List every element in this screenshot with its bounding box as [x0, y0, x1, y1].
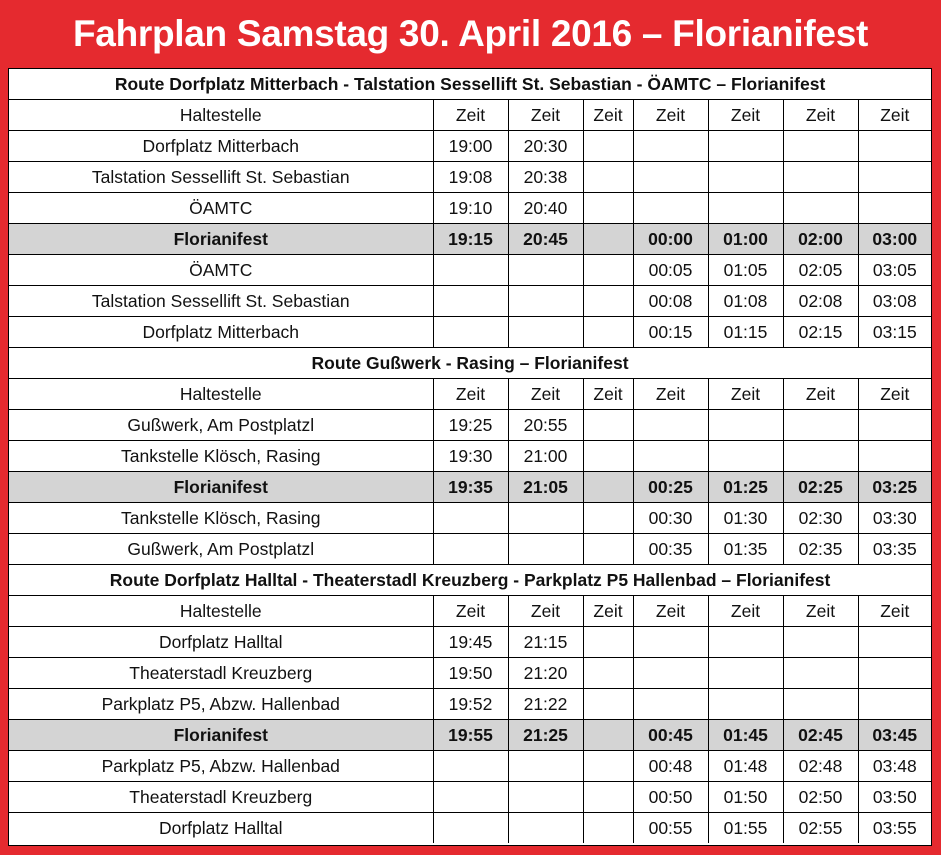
time-cell: 01:30 — [708, 503, 783, 534]
time-cell: 01:35 — [708, 534, 783, 565]
column-header-time: Zeit — [633, 379, 708, 410]
route-header-row — [9, 565, 931, 596]
column-header-time: Zeit — [433, 100, 508, 131]
time-cell: 00:30 — [633, 503, 708, 534]
table-row — [9, 193, 931, 224]
time-cell: 21:25 — [508, 720, 583, 751]
time-cell — [433, 751, 508, 782]
stop-name: Gußwerk, Am Postplatzl — [9, 410, 433, 441]
time-cell: 19:50 — [433, 658, 508, 689]
time-cell: 02:30 — [783, 503, 858, 534]
time-cell: 02:05 — [783, 255, 858, 286]
time-cell: 20:55 — [508, 410, 583, 441]
stop-name: Theaterstadl Kreuzberg — [9, 658, 433, 689]
table-row — [9, 131, 931, 162]
time-cell: 02:48 — [783, 751, 858, 782]
timetable-frame — [8, 68, 932, 846]
table-row — [9, 317, 931, 348]
time-cell: 20:30 — [508, 131, 583, 162]
time-cell — [508, 751, 583, 782]
time-cell — [508, 782, 583, 813]
time-cell — [433, 317, 508, 348]
time-cell: 02:35 — [783, 534, 858, 565]
table-row — [9, 255, 931, 286]
time-cell — [708, 627, 783, 658]
table-row-highlight — [9, 472, 931, 503]
route-title: Route Dorfplatz Mitterbach - Talstation Sessellift St. Sebastian - ÖAMTC – Florianifest — [9, 69, 931, 100]
column-header-time: Zeit — [508, 100, 583, 131]
time-cell — [583, 131, 633, 162]
time-cell — [633, 441, 708, 472]
time-cell — [783, 627, 858, 658]
time-cell — [708, 410, 783, 441]
time-cell — [583, 503, 633, 534]
time-cell — [633, 658, 708, 689]
stop-name: Parkplatz P5, Abzw. Hallenbad — [9, 751, 433, 782]
time-cell — [583, 317, 633, 348]
column-header-time: Zeit — [708, 379, 783, 410]
time-cell: 19:08 — [433, 162, 508, 193]
time-cell — [583, 162, 633, 193]
time-cell: 01:50 — [708, 782, 783, 813]
time-cell: 00:45 — [633, 720, 708, 751]
time-cell: 03:15 — [858, 317, 931, 348]
time-cell — [508, 534, 583, 565]
time-cell — [858, 410, 931, 441]
column-header-stop: Haltestelle — [9, 379, 433, 410]
time-cell — [583, 751, 633, 782]
table-row — [9, 689, 931, 720]
time-cell — [783, 658, 858, 689]
stop-name: Parkplatz P5, Abzw. Hallenbad — [9, 689, 433, 720]
time-cell — [583, 441, 633, 472]
time-cell: 19:52 — [433, 689, 508, 720]
time-cell — [508, 317, 583, 348]
time-cell: 00:35 — [633, 534, 708, 565]
time-cell — [708, 441, 783, 472]
time-cell: 01:05 — [708, 255, 783, 286]
time-cell — [708, 658, 783, 689]
time-cell — [583, 782, 633, 813]
table-row — [9, 286, 931, 317]
column-header-time: Zeit — [783, 596, 858, 627]
time-cell: 00:00 — [633, 224, 708, 255]
table-row — [9, 441, 931, 472]
column-header-time: Zeit — [708, 100, 783, 131]
time-cell — [633, 162, 708, 193]
column-header-stop: Haltestelle — [9, 596, 433, 627]
stop-name: Dorfplatz Halltal — [9, 813, 433, 844]
time-cell — [708, 193, 783, 224]
time-cell — [858, 162, 931, 193]
stop-name: Theaterstadl Kreuzberg — [9, 782, 433, 813]
time-cell — [783, 410, 858, 441]
time-cell — [583, 689, 633, 720]
time-cell: 01:48 — [708, 751, 783, 782]
time-cell — [433, 813, 508, 844]
table-row — [9, 534, 931, 565]
table-row — [9, 813, 931, 844]
time-cell: 19:15 — [433, 224, 508, 255]
time-cell — [508, 286, 583, 317]
time-cell — [858, 658, 931, 689]
table-row — [9, 503, 931, 534]
time-cell — [633, 627, 708, 658]
time-cell: 19:30 — [433, 441, 508, 472]
time-cell — [633, 131, 708, 162]
column-header-time: Zeit — [858, 100, 931, 131]
time-cell: 00:48 — [633, 751, 708, 782]
timetable — [9, 69, 931, 843]
time-cell — [433, 255, 508, 286]
time-cell — [633, 689, 708, 720]
column-header-stop: Haltestelle — [9, 100, 433, 131]
stop-name: Tankstelle Klösch, Rasing — [9, 441, 433, 472]
timetable-body — [9, 69, 931, 843]
column-header-time: Zeit — [783, 100, 858, 131]
column-header-time: Zeit — [583, 596, 633, 627]
stop-name: Florianifest — [9, 472, 433, 503]
time-cell: 03:55 — [858, 813, 931, 844]
table-row — [9, 410, 931, 441]
time-cell: 00:55 — [633, 813, 708, 844]
time-cell — [583, 534, 633, 565]
stop-name: Florianifest — [9, 720, 433, 751]
time-cell: 03:50 — [858, 782, 931, 813]
time-cell: 00:15 — [633, 317, 708, 348]
time-cell — [783, 131, 858, 162]
time-cell — [433, 286, 508, 317]
time-cell — [583, 627, 633, 658]
column-header-time: Zeit — [858, 379, 931, 410]
time-cell — [583, 255, 633, 286]
table-row-highlight — [9, 224, 931, 255]
column-header-time: Zeit — [783, 379, 858, 410]
time-cell — [583, 410, 633, 441]
time-cell: 21:05 — [508, 472, 583, 503]
time-cell — [583, 193, 633, 224]
time-cell: 02:55 — [783, 813, 858, 844]
table-row — [9, 658, 931, 689]
time-cell — [433, 534, 508, 565]
time-cell — [583, 720, 633, 751]
time-cell: 03:48 — [858, 751, 931, 782]
time-cell — [433, 503, 508, 534]
route-header-row — [9, 69, 931, 100]
table-row — [9, 751, 931, 782]
time-cell: 02:50 — [783, 782, 858, 813]
time-cell: 02:45 — [783, 720, 858, 751]
stop-name: Talstation Sessellift St. Sebastian — [9, 286, 433, 317]
column-header-time: Zeit — [433, 379, 508, 410]
time-cell: 21:20 — [508, 658, 583, 689]
stop-name: Dorfplatz Mitterbach — [9, 131, 433, 162]
time-cell — [633, 410, 708, 441]
time-cell: 03:08 — [858, 286, 931, 317]
stop-name: Gußwerk, Am Postplatzl — [9, 534, 433, 565]
time-cell — [858, 627, 931, 658]
time-cell: 01:55 — [708, 813, 783, 844]
column-header-time: Zeit — [508, 596, 583, 627]
time-cell: 19:35 — [433, 472, 508, 503]
time-cell — [433, 782, 508, 813]
time-cell: 01:25 — [708, 472, 783, 503]
time-cell: 00:50 — [633, 782, 708, 813]
time-cell — [858, 193, 931, 224]
column-header-row — [9, 596, 931, 627]
time-cell: 03:25 — [858, 472, 931, 503]
time-cell: 20:45 — [508, 224, 583, 255]
time-cell: 19:10 — [433, 193, 508, 224]
time-cell: 03:45 — [858, 720, 931, 751]
time-cell — [708, 689, 783, 720]
time-cell: 21:22 — [508, 689, 583, 720]
time-cell: 03:05 — [858, 255, 931, 286]
column-header-time: Zeit — [583, 100, 633, 131]
time-cell: 01:45 — [708, 720, 783, 751]
time-cell: 19:00 — [433, 131, 508, 162]
table-row — [9, 627, 931, 658]
time-cell — [783, 441, 858, 472]
route-header-row — [9, 348, 931, 379]
time-cell: 20:38 — [508, 162, 583, 193]
column-header-time: Zeit — [508, 379, 583, 410]
time-cell: 02:00 — [783, 224, 858, 255]
time-cell: 21:15 — [508, 627, 583, 658]
column-header-time: Zeit — [633, 100, 708, 131]
stop-name: ÖAMTC — [9, 255, 433, 286]
time-cell — [858, 689, 931, 720]
route-title: Route Dorfplatz Halltal - Theaterstadl Kreuzberg - Parkplatz P5 Hallenbad – Florianifest — [9, 565, 931, 596]
table-row — [9, 782, 931, 813]
time-cell: 20:40 — [508, 193, 583, 224]
table-row — [9, 162, 931, 193]
route-title: Route Gußwerk - Rasing – Florianifest — [9, 348, 931, 379]
column-header-row — [9, 379, 931, 410]
time-cell — [583, 813, 633, 844]
time-cell — [583, 224, 633, 255]
table-row-highlight — [9, 720, 931, 751]
time-cell: 03:35 — [858, 534, 931, 565]
time-cell — [583, 286, 633, 317]
stop-name: Tankstelle Klösch, Rasing — [9, 503, 433, 534]
time-cell: 19:25 — [433, 410, 508, 441]
time-cell — [508, 813, 583, 844]
time-cell — [508, 255, 583, 286]
time-cell: 01:00 — [708, 224, 783, 255]
time-cell: 00:25 — [633, 472, 708, 503]
column-header-time: Zeit — [858, 596, 931, 627]
time-cell: 01:15 — [708, 317, 783, 348]
stop-name: Talstation Sessellift St. Sebastian — [9, 162, 433, 193]
time-cell: 01:08 — [708, 286, 783, 317]
time-cell — [783, 689, 858, 720]
column-header-row — [9, 100, 931, 131]
stop-name: ÖAMTC — [9, 193, 433, 224]
time-cell — [708, 162, 783, 193]
time-cell — [783, 162, 858, 193]
time-cell: 03:00 — [858, 224, 931, 255]
column-header-time: Zeit — [583, 379, 633, 410]
time-cell: 21:00 — [508, 441, 583, 472]
stop-name: Dorfplatz Halltal — [9, 627, 433, 658]
time-cell: 00:05 — [633, 255, 708, 286]
time-cell — [783, 193, 858, 224]
time-cell: 03:30 — [858, 503, 931, 534]
stop-name: Florianifest — [9, 224, 433, 255]
column-header-time: Zeit — [633, 596, 708, 627]
time-cell — [583, 472, 633, 503]
stop-name: Dorfplatz Mitterbach — [9, 317, 433, 348]
column-header-time: Zeit — [433, 596, 508, 627]
time-cell — [858, 441, 931, 472]
column-header-time: Zeit — [708, 596, 783, 627]
time-cell — [858, 131, 931, 162]
time-cell: 02:15 — [783, 317, 858, 348]
page-title: Fahrplan Samstag 30. April 2016 – Florianifest — [73, 13, 868, 54]
time-cell — [633, 193, 708, 224]
time-cell: 00:08 — [633, 286, 708, 317]
time-cell: 02:25 — [783, 472, 858, 503]
time-cell: 02:08 — [783, 286, 858, 317]
time-cell — [583, 658, 633, 689]
time-cell: 19:55 — [433, 720, 508, 751]
time-cell — [708, 131, 783, 162]
time-cell — [508, 503, 583, 534]
time-cell: 19:45 — [433, 627, 508, 658]
